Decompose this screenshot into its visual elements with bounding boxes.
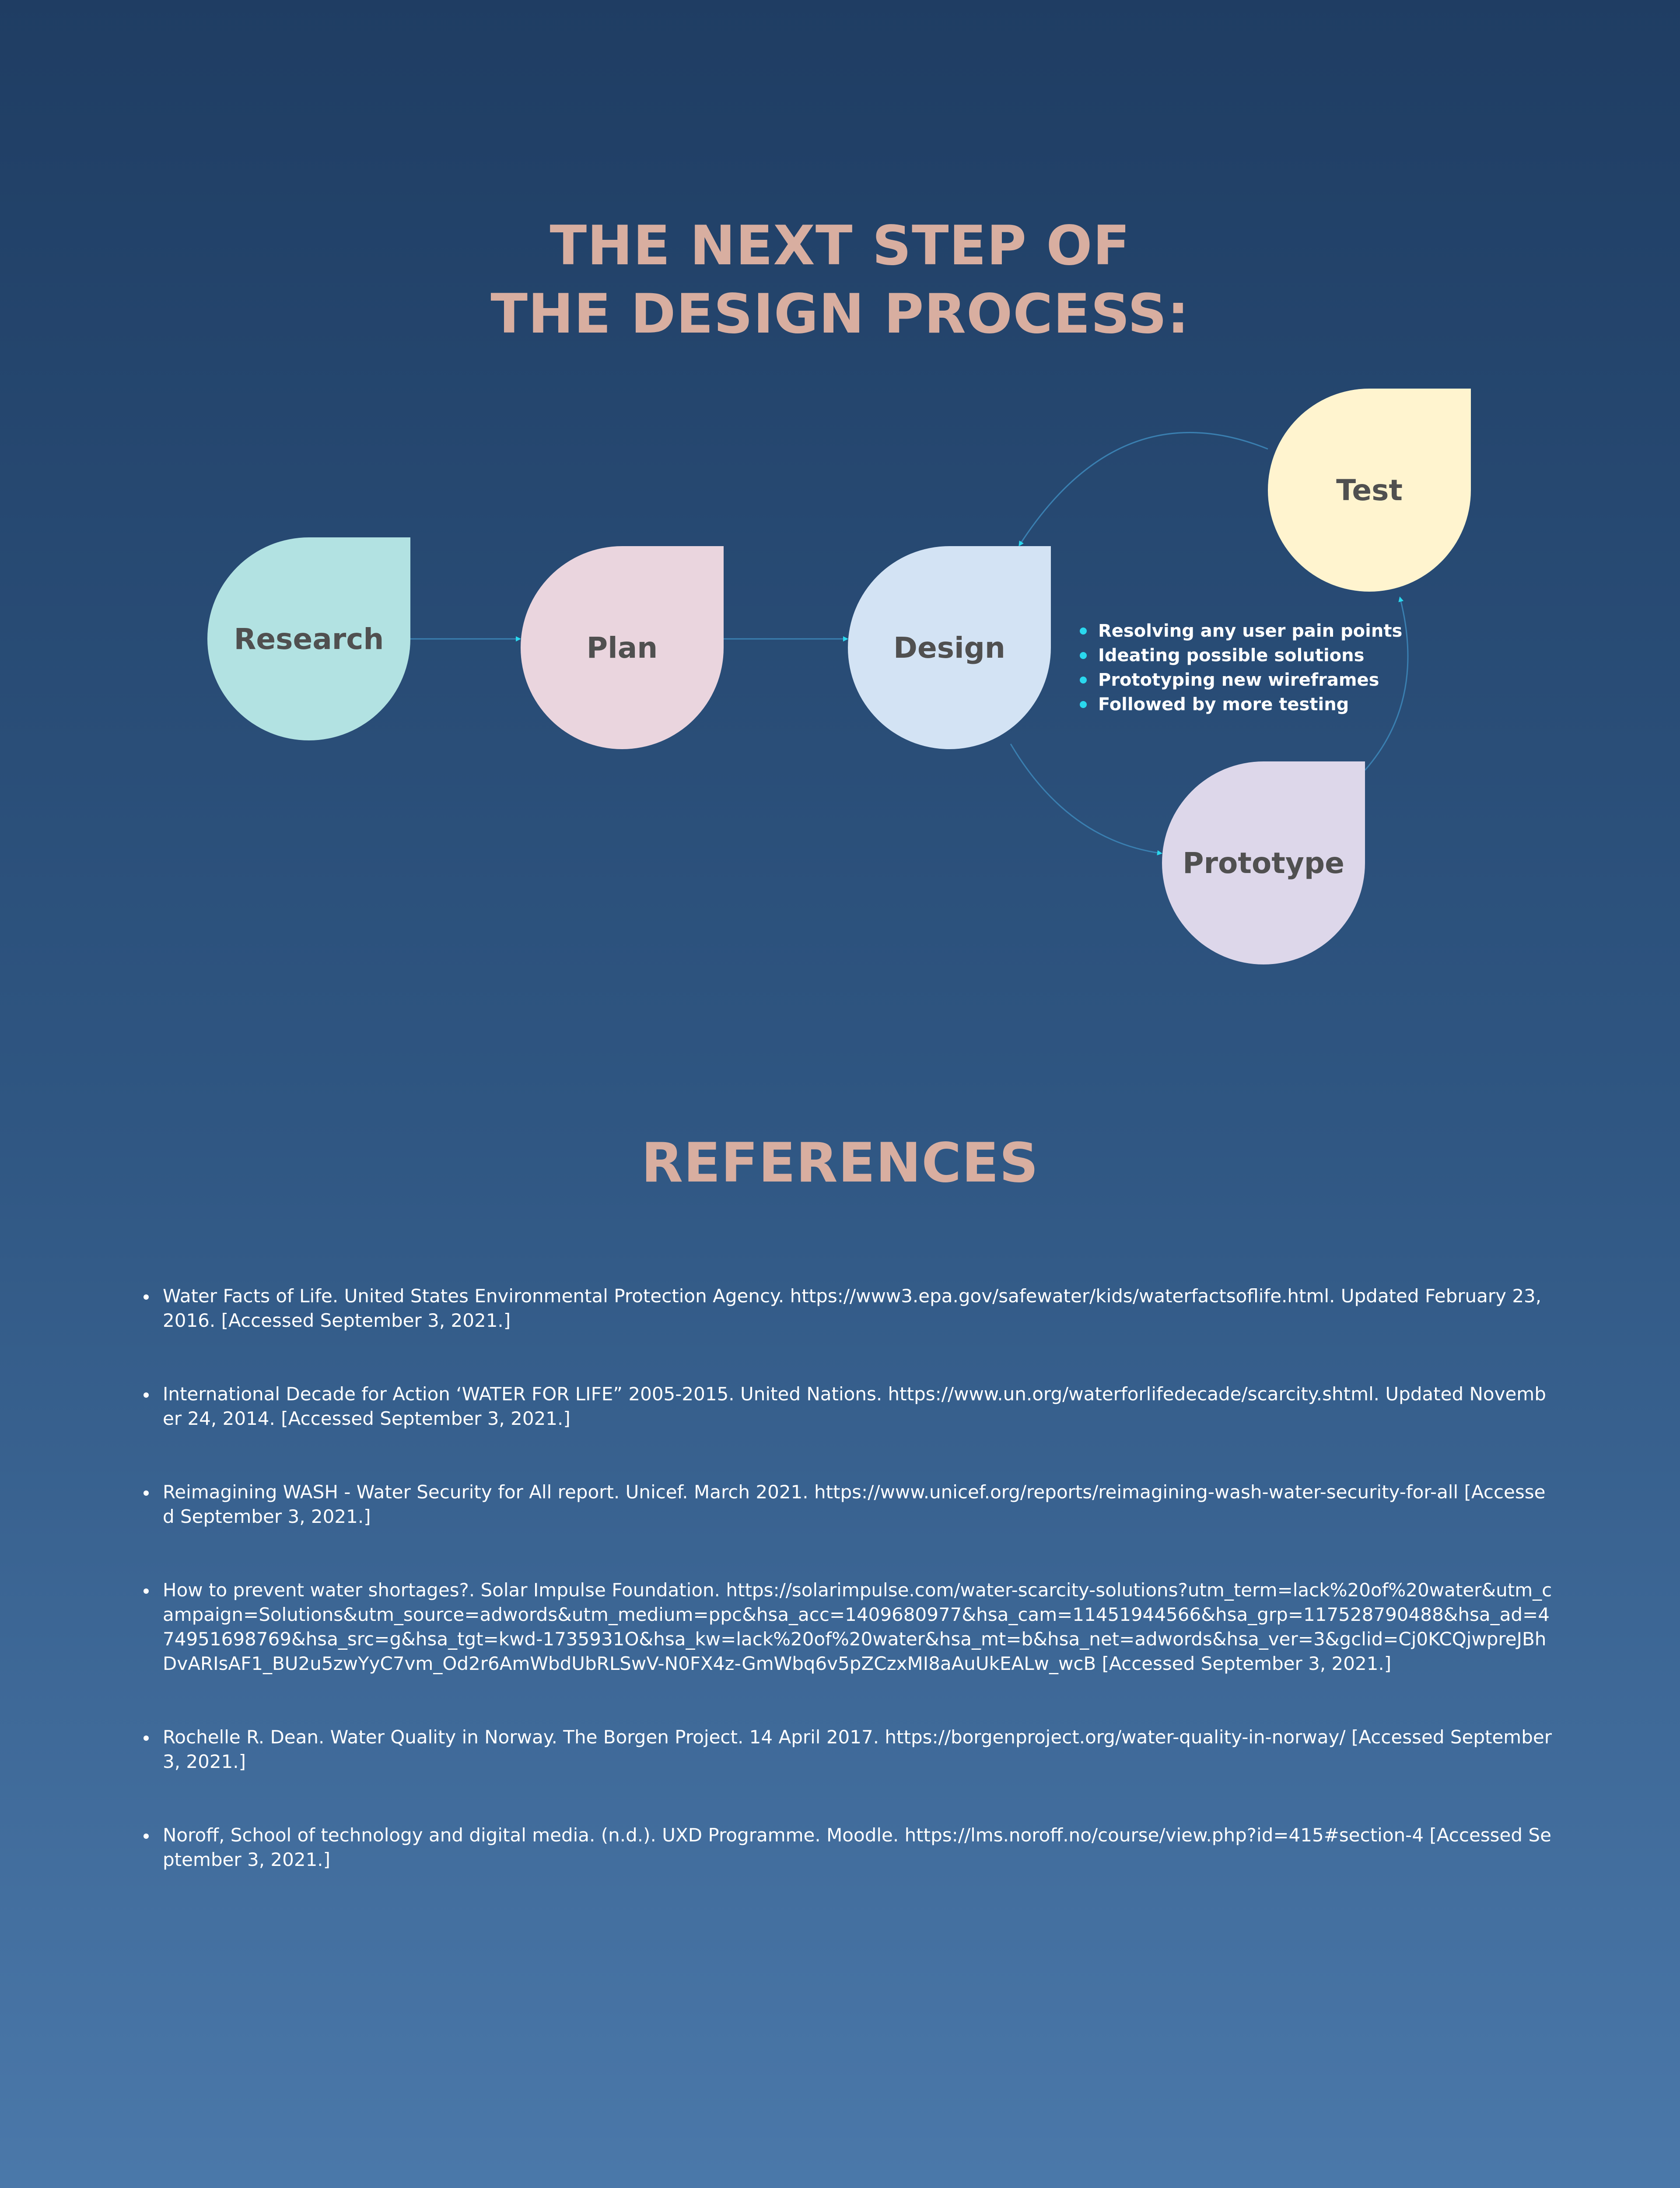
design-note: Followed by more testing xyxy=(1077,692,1402,717)
references-list xyxy=(140,1284,1553,1921)
reference-item: International Decade for Action ‘WATER FOR LIFE” 2005-2015. United Nations. https://www.un.org/waterforlifedecade/scarcity.shtml. Updated November 24, 2014. [Accessed September 3, 2021.] xyxy=(140,1382,1553,1431)
step-design-label: Design xyxy=(893,631,1005,665)
step-test-label: Test xyxy=(1336,473,1403,507)
step-research-label: Research xyxy=(234,622,384,656)
reference-item: Water Facts of Life. United States Environmental Protection Agency. https://www3.epa.gov/safewater/kids/waterfactsoflife.html. Updated February 23, 2016. [Accessed September 3, 2021.] xyxy=(140,1284,1553,1333)
step-research xyxy=(207,537,410,740)
design-notes-list xyxy=(1077,619,1402,717)
step-plan-label: Plan xyxy=(586,631,658,665)
step-test xyxy=(1268,389,1471,592)
reference-item: How to prevent water shortages?. Solar Impulse Foundation. https://solarimpulse.com/water-scarcity-solutions?utm_term=lack%20of%20water&utm_campaign=Solutions&utm_source=adwords&utm_medium=ppc&hsa_acc=1409680977&hsa_cam=11451944566&hsa_grp=117528790488&hsa_ad=474951698769&hsa_src=g&hsa_tgt=kwd-1735931O&hsa_kw=lack%20of%20water&hsa_mt=b&hsa_net=adwords&hsa_ver=3&gclid=Cj0KCQjwpreJBhDvARIsAF1_BU2u5zwYyC7vm_Od2r6AmWbdUbRLSwV-N0FX4z-GmWbq6v5pZCzxMI8aAuUkEALw_wcB [Accessed September 3, 2021.] xyxy=(140,1578,1553,1676)
step-prototype-label: Prototype xyxy=(1183,846,1344,880)
page-title-line-2: THE DESIGN PROCESS: xyxy=(490,283,1190,346)
design-note: Prototyping new wireframes xyxy=(1077,668,1402,692)
step-design xyxy=(848,546,1051,749)
design-note: Ideating possible solutions xyxy=(1077,643,1402,668)
design-note: Resolving any user pain points xyxy=(1077,619,1402,643)
step-plan xyxy=(521,546,724,749)
reference-item: Reimagining WASH - Water Security for All report. Unicef. March 2021. https://www.unicef.org/reports/reimagining-wash-water-security-for-all [Accessed September 3, 2021.] xyxy=(140,1480,1553,1529)
page-title-line-1: THE NEXT STEP OF xyxy=(550,214,1130,277)
references-title: REFERENCES xyxy=(641,1132,1039,1195)
connector-test-design xyxy=(1019,432,1268,545)
step-prototype xyxy=(1162,761,1365,964)
reference-item: Rochelle R. Dean. Water Quality in Norway. The Borgen Project. 14 April 2017. https://borgenproject.org/water-quality-in-norway/ [Accessed September 3, 2021.] xyxy=(140,1725,1553,1774)
connector-design-prototype xyxy=(1011,744,1161,853)
reference-item: Noroff, School of technology and digital media. (n.d.). UXD Programme. Moodle. https://lms.noroff.no/course/view.php?id=415#section-4 [Accessed September 3, 2021.] xyxy=(140,1823,1553,1872)
